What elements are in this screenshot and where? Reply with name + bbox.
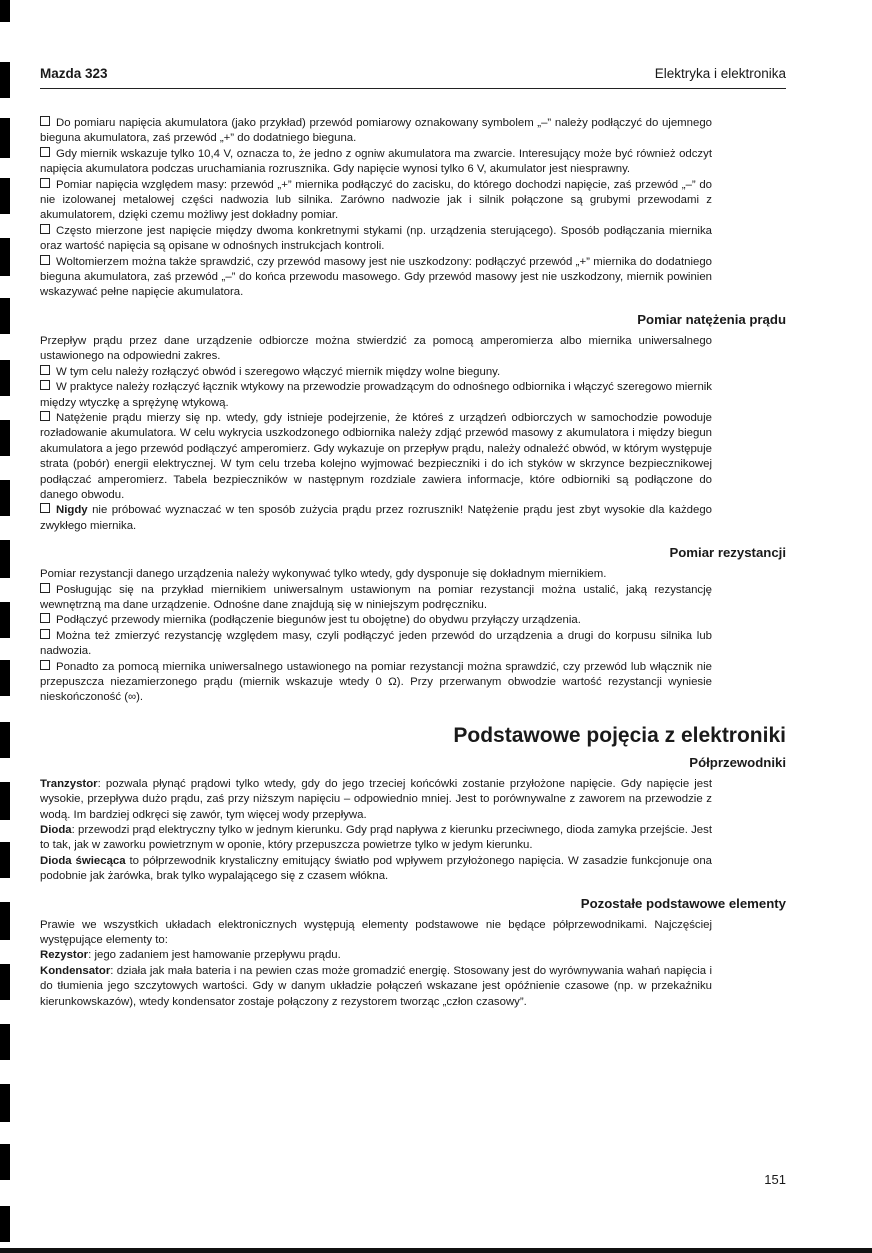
page-content (40, 116, 786, 1010)
bullet-item: Można też zmierzyć rezystancję względem masy, czyli podłączyć jeden przewód do urządzenia a drugi do korpusu silnika lub nadwozia. (40, 629, 712, 658)
checkbox-bullet-icon (40, 365, 50, 375)
scan-mark (0, 660, 10, 696)
paragraph: Prawie we wszystkich układach elektronicznych występują elementy podstawowe nie będące półprzewodnikami. Najczęściej występujące elementy to: (40, 918, 712, 947)
checkbox-bullet-icon (40, 613, 50, 623)
bullet-item: Posługując się na przykład miernikiem uniwersalnym ustawionym na pomiar rezystancji można ustalić, jaką rezystancję wewnętrzną ma dane urządzenie. Odnośne dane znajdują się w niniejszym podręczniku. (40, 583, 712, 611)
checkbox-bullet-icon (40, 503, 50, 513)
section-heading-current: Pomiar natężenia prądu (637, 311, 786, 327)
bullet-item: Woltomierzem można także sprawdzić, czy przewód masowy jest nie uszkodzony: podłączyć przewód „+” miernika do dodatniego bieguna akumulatora, zaś przewód „–” do końca przewodu masowego. Gdy przewód masowy jest nie uszkodzony, miernik powinien wskazywać pełne napięcie akumulatora. (40, 255, 712, 299)
definition-entry: Rezystor: jego zadaniem jest hamowanie przepływu prądu. (40, 949, 341, 962)
scan-mark (0, 298, 10, 334)
checkbox-bullet-icon (40, 224, 50, 234)
definition-term: Tranzystor (40, 777, 98, 790)
scan-mark (0, 420, 10, 456)
header-rule (40, 88, 786, 89)
definition-term: Rezystor (40, 949, 89, 962)
scan-mark (0, 902, 10, 940)
scan-mark (0, 602, 10, 638)
checkbox-bullet-icon (40, 255, 50, 265)
checkbox-bullet-icon (40, 660, 50, 670)
chapter-heading-electronics: Podstawowe pojęcia z elektroniki (453, 723, 786, 747)
scan-mark (0, 360, 10, 396)
checkbox-bullet-icon (40, 411, 50, 421)
definition-entry: Dioda: przewodzi prąd elektryczny tylko w jednym kierunku. Gdy prąd napływa z kierunku przeciwnego, dioda zamyka przejście. Jest to tak, jak w zaworku powietrznym w oponie, który przepuszcza powietrze tylko w jedym kierunku. (40, 824, 712, 852)
definition-entry: Kondensator: działa jak mała bateria i na pewien czas może gromadzić energię. Stosowany jest do wyrównywania wahań napięcia i do tłumienia jego szczytowych wartości. Gdy w danym układzie połączeń wskazane jest opóźnienie czasowe (np. w przekaźniku kierunkowskazów), wtedy kondensator zostaje połączony z rezystorem tworząc „człon czasowy”. (40, 964, 712, 1008)
scan-mark (0, 964, 10, 1000)
section-heading-other-elements: Pozostałe podstawowe elementy (580, 895, 786, 911)
bullet-item: W praktyce należy rozłączyć łącznik wtykowy na przewodzie prowadzącym do odnośnego odbiornika i włączyć szeregowo miernik między wtyczkę a sprężynę wtykową. (40, 381, 712, 409)
bullet-item: Ponadto za pomocą miernika uniwersalnego ustawionego na pomiar rezystancji można sprawdzić, czy przewód lub włącznik nie przepuszcza niezamierzonego prądu (miernik wskazuje wtedy 0 Ω). Przy przerwanym obwodzie wartość rezystancji wyniesie nieskończoność (∞). (40, 660, 712, 704)
running-header (40, 66, 786, 86)
bullet-item: Natężenie prądu mierzy się np. wtedy, gdy istnieje podejrzenie, że któreś z urządzeń odbiorczych w samochodzie powoduje rozładowanie akumulatora. W celu wykrycia uszkodzonego odbiornika należy zdjąć przewód masowy z akumulatora i między biegun akumulatora a jego przewód podłączyć amperomierz. Gdy wykazuje on przepływ prądu, należy odnaleźć obwód, w którym występuje strata (pobór) energii elektrycznej. W tym celu trzeba kolejno wyjmować bezpieczniki i do ich styków w skrzynce bezpiecznikowej podłączać amperomierz. Tabela bezpieczników w następnym rozdziale zawiera informacje, które odbiorniki są podłączone do danego obwodu. (40, 411, 712, 501)
definition-entry: Tranzystor: pozwala płynąć prądowi tylko wtedy, gdy do jego trzeciej końcówki zostanie przyłożone napięcie. Gdy napięcie jest wysokie, przepływa dużo prądu, zaś przy niższym napięciu – odpowiednio mniej. Jest to porównywalne z zaworem na przewodzie z wodą. Im bardziej odkręci się zawór, tym więcej wody przepływa. (40, 777, 712, 821)
scan-mark (0, 540, 10, 578)
scan-mark (0, 480, 10, 516)
scan-mark (0, 118, 10, 158)
checkbox-bullet-icon (40, 380, 50, 390)
bullet-item: Często mierzone jest napięcie między dwoma konkretnymi stykami (np. urządzenia sterującego). Sposób podłączania miernika oraz wartość napięcia są opisane w odnośnych instrukcjach kontroli. (40, 224, 712, 253)
definition-entry: Dioda świecąca to półprzewodnik krystaliczny emitujący światło pod wpływem przyłożonego napięcia. W zasadzie funkcjonuje ona podobnie jak żarówka, brak tylko wypalającego się z czasem włókna. (40, 854, 713, 883)
scan-mark (0, 1206, 10, 1242)
paragraph: Pomiar rezystancji danego urządzenia należy wykonywać tylko wtedy, gdy dysponuje się dokładnym miernikiem. (40, 568, 607, 581)
bullet-item: W tym celu należy rozłączyć obwód i szeregowo włączyć miernik między wolne bieguny. (40, 365, 712, 380)
chapter-title: Elektryka i elektronika (654, 66, 786, 81)
checkbox-bullet-icon (40, 583, 50, 593)
scan-mark (0, 238, 10, 276)
scan-mark (0, 782, 10, 820)
scan-mark (0, 1144, 10, 1180)
page-number: 151 (764, 1172, 786, 1187)
scan-mark (0, 178, 10, 214)
bullet-item-warning: Nigdy nie próbować wyznaczać w ten sposób zużycia prądu przez rozrusznik! Natężenie prądu jest zbyt wysokie dla każdego zwykłego miernika. (40, 504, 712, 532)
checkbox-bullet-icon (40, 147, 50, 157)
section-heading-semiconductors: Półprzewodniki (689, 754, 786, 770)
checkbox-bullet-icon (40, 178, 50, 188)
scan-mark (0, 842, 10, 878)
scan-mark (0, 722, 10, 758)
book-title: Mazda 323 (40, 66, 108, 81)
warning-keyword: Nigdy (56, 504, 88, 517)
scan-mark (0, 62, 10, 98)
definition-term: Dioda świecąca (40, 854, 126, 867)
bullet-item: Pomiar napięcia względem masy: przewód „+” miernika podłączyć do zacisku, do którego dochodzi napięcie, zaś przewód „–” do nie izolowanej metalowej części nadwozia lub silnika. Zarówno nadwozie jak i silnik połączone są grubymi przewodami z akumulatorem, dzięki czemu możliwy jest dokładny pomiar. (40, 178, 712, 222)
scan-mark (0, 0, 10, 22)
scan-bottom-edge (0, 1248, 872, 1253)
paragraph: Przepływ prądu przez dane urządzenie odbiorcze można stwierdzić za pomocą amperomierza albo miernika uniwersalnego ustawionego na odpowiedni zakres. (40, 334, 712, 363)
checkbox-bullet-icon (40, 116, 50, 126)
section-heading-resistance: Pomiar rezystancji (669, 545, 786, 561)
bullet-item: Gdy miernik wskazuje tylko 10,4 V, oznacza to, że jedno z ogniw akumulatora ma zwarcie. Interesujący może być również odczyt napięcia akumulatora podczas uruchamiania rozrusznika. Gdy napięcie wynosi tylko 6 V, akumulator jest niesprawny. (40, 147, 712, 176)
bullet-item: Do pomiaru napięcia akumulatora (jako przykład) przewód pomiarowy oznakowany symbolem „–” należy podłączyć do ujemnego bieguna akumulatora, zaś przewód „+” do dodatniego bieguna. (40, 117, 712, 145)
definition-term: Dioda (40, 824, 72, 837)
definition-term: Kondensator (40, 964, 111, 977)
checkbox-bullet-icon (40, 629, 50, 639)
scan-mark (0, 1024, 10, 1060)
scan-mark (0, 1084, 10, 1122)
bullet-item: Podłączyć przewody miernika (podłączenie biegunów jest tu obojętne) do obydwu przyłączy urządzenia. (40, 613, 712, 628)
